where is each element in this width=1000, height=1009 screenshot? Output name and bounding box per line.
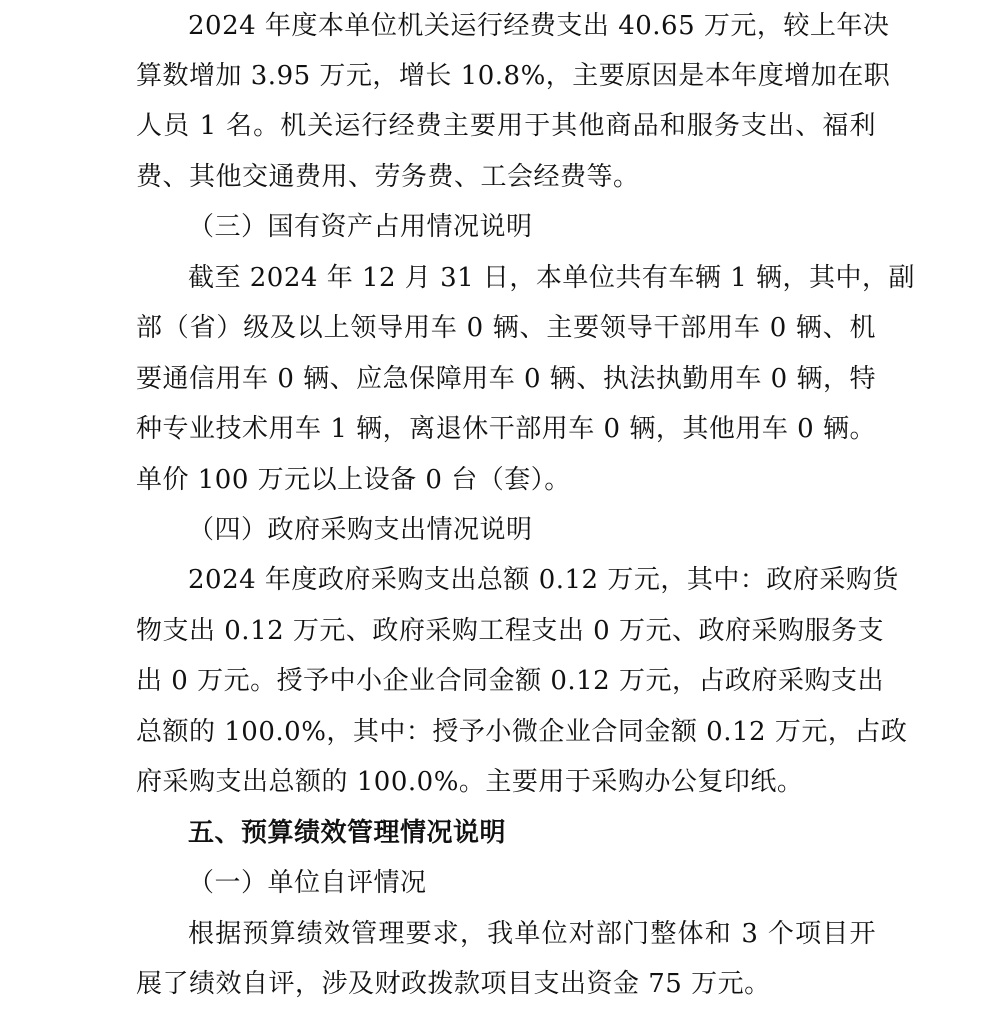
performance-paragraph-line-2: 展了绩效自评，涉及财政拨款项目支出资金 75 万元。 (136, 969, 771, 999)
expense-paragraph-line-3: 人员 1 名。机关运行经费主要用于其他商品和服务支出、福利 (136, 111, 876, 141)
expense-paragraph-line-2: 算数增加 3.95 万元，增长 10.8%，主要原因是本年度增加在职 (136, 61, 891, 91)
performance-paragraph-line-1: 根据预算绩效管理要求，我单位对部门整体和 3 个项目开 (188, 919, 876, 949)
expense-paragraph-line-1: 2024 年度本单位机关运行经费支出 40.65 万元，较上年决 (188, 11, 890, 41)
performance-section-heading: 五、预算绩效管理情况说明 (188, 818, 507, 848)
procurement-section-heading: （四）政府采购支出情况说明 (188, 515, 533, 545)
procurement-paragraph-line-3: 出 0 万元。授予中小企业合同金额 0.12 万元，占政府采购支出 (136, 666, 884, 696)
assets-paragraph-line-2: 部（省）级及以上领导用车 0 辆、主要领导干部用车 0 辆、机 (136, 313, 876, 343)
expense-paragraph-line-4: 费、其他交通费用、劳务费、工会经费等。 (136, 162, 640, 192)
assets-paragraph-line-3: 要通信用车 0 辆、应急保障用车 0 辆、执法执勤用车 0 辆，特 (136, 364, 876, 394)
assets-paragraph-line-4: 种专业技术用车 1 辆，离退休干部用车 0 辆，其他用车 0 辆。 (136, 414, 876, 444)
self-evaluation-subheading: （一）单位自评情况 (188, 868, 427, 898)
assets-paragraph-line-1: 截至 2024 年 12 月 31 日，本单位共有车辆 1 辆，其中，副 (188, 263, 915, 293)
procurement-paragraph-line-2: 物支出 0.12 万元、政府采购工程支出 0 万元、政府采购服务支 (136, 616, 884, 646)
assets-section-heading: （三）国有资产占用情况说明 (188, 212, 533, 242)
procurement-paragraph-line-1: 2024 年度政府采购支出总额 0.12 万元，其中：政府采购货 (188, 565, 899, 595)
assets-paragraph-line-5: 单价 100 万元以上设备 0 台（套）。 (136, 465, 571, 495)
procurement-paragraph-line-5: 府采购支出总额的 100.0%。主要用于采购办公复印纸。 (136, 767, 804, 797)
procurement-paragraph-line-4: 总额的 100.0%，其中：授予小微企业合同金额 0.12 万元，占政 (136, 717, 908, 747)
